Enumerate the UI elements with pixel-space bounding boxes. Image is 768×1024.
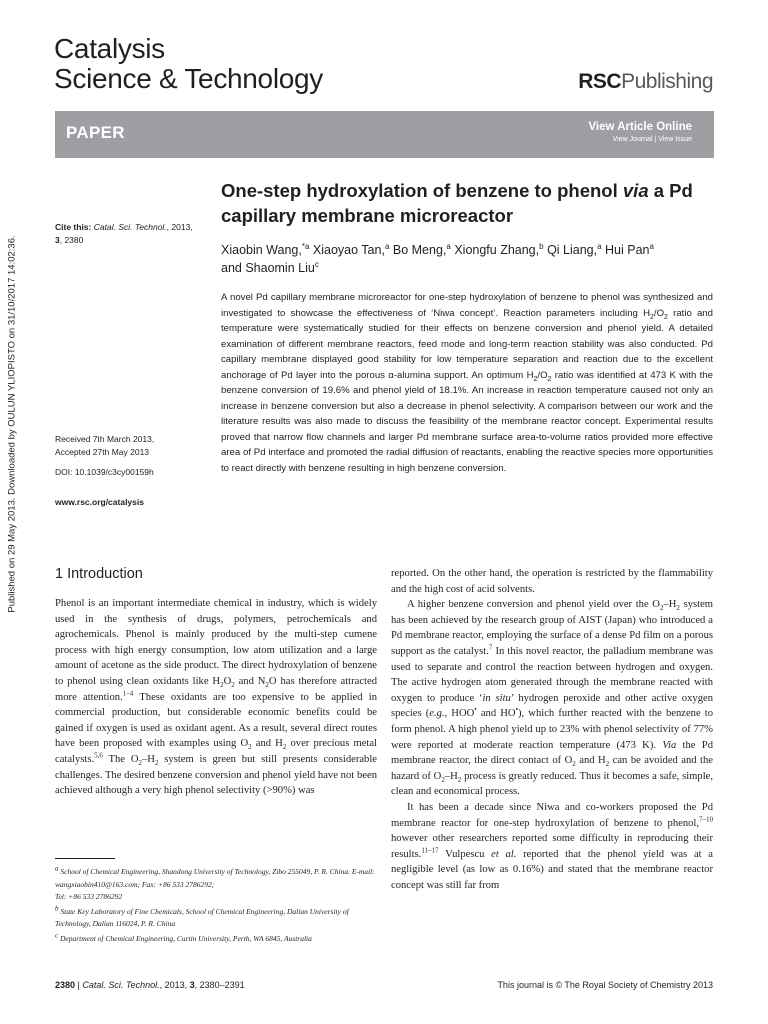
cite-volume: 3 [55, 235, 60, 245]
author[interactable]: Xiaoyao Tan,$^a$ [312, 241, 390, 257]
article-type-label: PAPER [66, 123, 125, 142]
publisher-logo-bold: RSC [578, 70, 622, 93]
journal-title-line1: Catalysis [54, 33, 165, 64]
copyright-notice: This journal is © The Royal Society of Chemistry 2013 [497, 980, 713, 990]
download-sidebar [4, 214, 20, 634]
section-heading-introduction: 1 Introduction [55, 566, 143, 582]
article-type-bar [55, 111, 714, 158]
body-column-right [391, 566, 713, 893]
body-paragraph: reported. On the other hand, the operation is restricted by the flammability and the high cost of acid solvents. [391, 568, 713, 595]
author[interactable]: Xiongfu Zhang,$^b$ [454, 241, 544, 257]
received-dates [55, 433, 215, 459]
title-italic: via [622, 180, 649, 201]
author[interactable]: Xiaobin Wang,$^{*a}$ [221, 241, 310, 257]
author-list [221, 241, 711, 277]
body-paragraph: It has been a decade since Niwa and co-workers proposed the Pd membrane reactor for one-step hydroxylation of benzene to phenol,$^{7-10}$ however other researchers reported some difficulty in reproducing their results.$^{11-17}$ Vulpescu et al. reported that the phenol yield was at a negligible level (as low as 0.16%) and stated that the membrane reactor concept was still far from [391, 801, 713, 891]
footnote-c: $^c$ Department of Chemical Engineering, Curtin University, Perth, WA 6845, Australia [55, 931, 312, 943]
cite-journal: Catal. Sci. Technol. [93, 222, 167, 232]
publisher-logo-rest: Publishing [621, 70, 713, 93]
doi[interactable]: DOI: 10.1039/c3cy00159h [55, 467, 154, 477]
cite-label: Cite this: [55, 222, 92, 232]
footnote-a: $^a$ School of Chemical Engineering, Shandong University of Technology, Zibo 255049, P. R. China. E-mail: wangxiaobin410@163.com; Fax: +86 533 2786292; Tel: +86 533 2786292 [55, 864, 375, 901]
journal-title [54, 34, 323, 94]
view-journal-issue-links[interactable]: View Journal | View Issue [612, 136, 692, 143]
journal-website-link[interactable]: www.rsc.org/catalysis [55, 497, 144, 507]
author[interactable]: Qi Liang,$^a$ [547, 241, 602, 257]
body-paragraph: A higher benzene conversion and phenol yield over the $O_2-H_2$ system has been achieved by the research group of AIST (Japan) who introduced a Pd membrane reactor, employing the surface of a dense Pd film on a porous support as the catalyst.$^7$ In this novel reactor, the palladium membrane was used to separate and control the reaction between hydrogen and oxygen. The active hydrogen atom generated through the membrane reacted with oxygen to produce ‘in situ’ hydrogen peroxide and other active oxygen species (e.g., HOO• and HO•), which further reacted with the benzene to form phenol. A high phenol yield up to 23% with phenol selectivity of 77% were reported at moderate reaction temperature (473 K). Via the Pd membrane reactor, the direct contact of $O_2$ and $H_2$ can be avoided and the hazard of $O_2-H_2$ process is greatly reduced. Thus it becomes a safe, simple, clean and economical process. [391, 599, 714, 798]
footnote-divider [55, 858, 115, 859]
author[interactable]: Bo Meng,$^a$ [392, 241, 451, 257]
page-footer-left: 2380 | Catal. Sci. Technol., 2013, 3, 2380–2391 [55, 980, 245, 990]
journal-title-line2: Science & Technology [54, 63, 323, 94]
body-column-left [55, 596, 377, 799]
abstract: A novel Pd capillary membrane microreactor for one-step hydroxylation of benzene to phenol was synthesized and investigated to showcase the effectiveness of ‘Niwa concept’. Reaction parameters including $H_2/O_2$ ratio and temperature were systematically studied for their effects on benzene conversion and phenol yield. A detailed examination of different membrane reactors, feed mode and long-term reaction stability was also conducted. Pd capillary membrane displayed good stability for low temperature separation and reaction due to the excellent anchorage of Pd layer into the porous α-alumina support. An optimum $H_2/O_2$ ratio was identified at 473 K with the benzene conversion of 19.6% and phenol yield of 18.1%. An increase in reaction temperature caused not only an increase in benzene conversion but also a decrease in phenol selectivity. A comparison between our work and the literature results was also made to discuss the feasibility of the membrane reactor concept. Experimental results proved that narrow flow channels and larger Pd membrane surface area-to-volume ratios provided more effective area of Pd interface and promoted the radial diffusion of reactants, enabling the reactive species more opportunities to react directly with benzene resulting in high benzene conversion. [221, 292, 713, 474]
page-number: 2380 [55, 980, 76, 990]
accepted-date: Accepted 27th May 2013 [55, 447, 150, 457]
cite-page: , 2380 [59, 235, 84, 245]
footnote-b: $^b$ State Key Laboratory of Fine Chemicals, School of Chemical Engineering, Dalian University of Technology, Dalian 116024, P. R. China [55, 904, 349, 928]
article-title [221, 178, 721, 228]
download-note: Published on 29 May 2013. Downloaded by OULUN YLIOPISTO on 31/10/2017 14:02:36. [6, 235, 18, 613]
author[interactable]: and Shaomin Liu$^c$ [221, 259, 319, 275]
citation-info [55, 221, 205, 247]
title-part-1: One-step hydroxylation of benzene to phenol [221, 180, 623, 201]
author[interactable]: Hui Pan$^a$ [605, 241, 654, 257]
publisher-logo [578, 70, 713, 94]
title-part-2: a Pd capillary membrane microreactor [221, 180, 693, 226]
affiliation-footnotes [55, 866, 380, 947]
cite-year: , 2013, [166, 222, 193, 232]
body-paragraph: Phenol is an important intermediate chemical in industry, which is widely used in the synthesis of drugs, polymers, petrochemicals and agrochemicals. Phenol is mainly produced by the multi-step cumene process with high energy consumption, low atom utilization and a large amount of acetone as the side product. The direct hydroxylation of benzene to phenol using clean oxidants like $H_2O_2$ and $N_2O$ has therefore attracted more attention.$^{1-4}$ These oxidants are too expensive to be applied in commercial production, but considerable economic benefits could be gained if oxygen is used as oxidant agent. As a result, several direct routes have been proposed with examples using $O_2$ and $H_2$ over precious metal catalysts.$^{5,6}$ The $O_2-H_2$ system is green but still presents considerable challenges. The desired benzene conversion and phenol yield have not been achieved although a very high phenol selectivity (>90%) was [55, 598, 378, 797]
footer-journal: Catal. Sci. Technol. [82, 980, 160, 990]
received-date: Received 7th March 2013, [55, 434, 155, 444]
view-online-block [588, 121, 692, 143]
view-article-online-link[interactable]: View Article Online [588, 121, 692, 133]
